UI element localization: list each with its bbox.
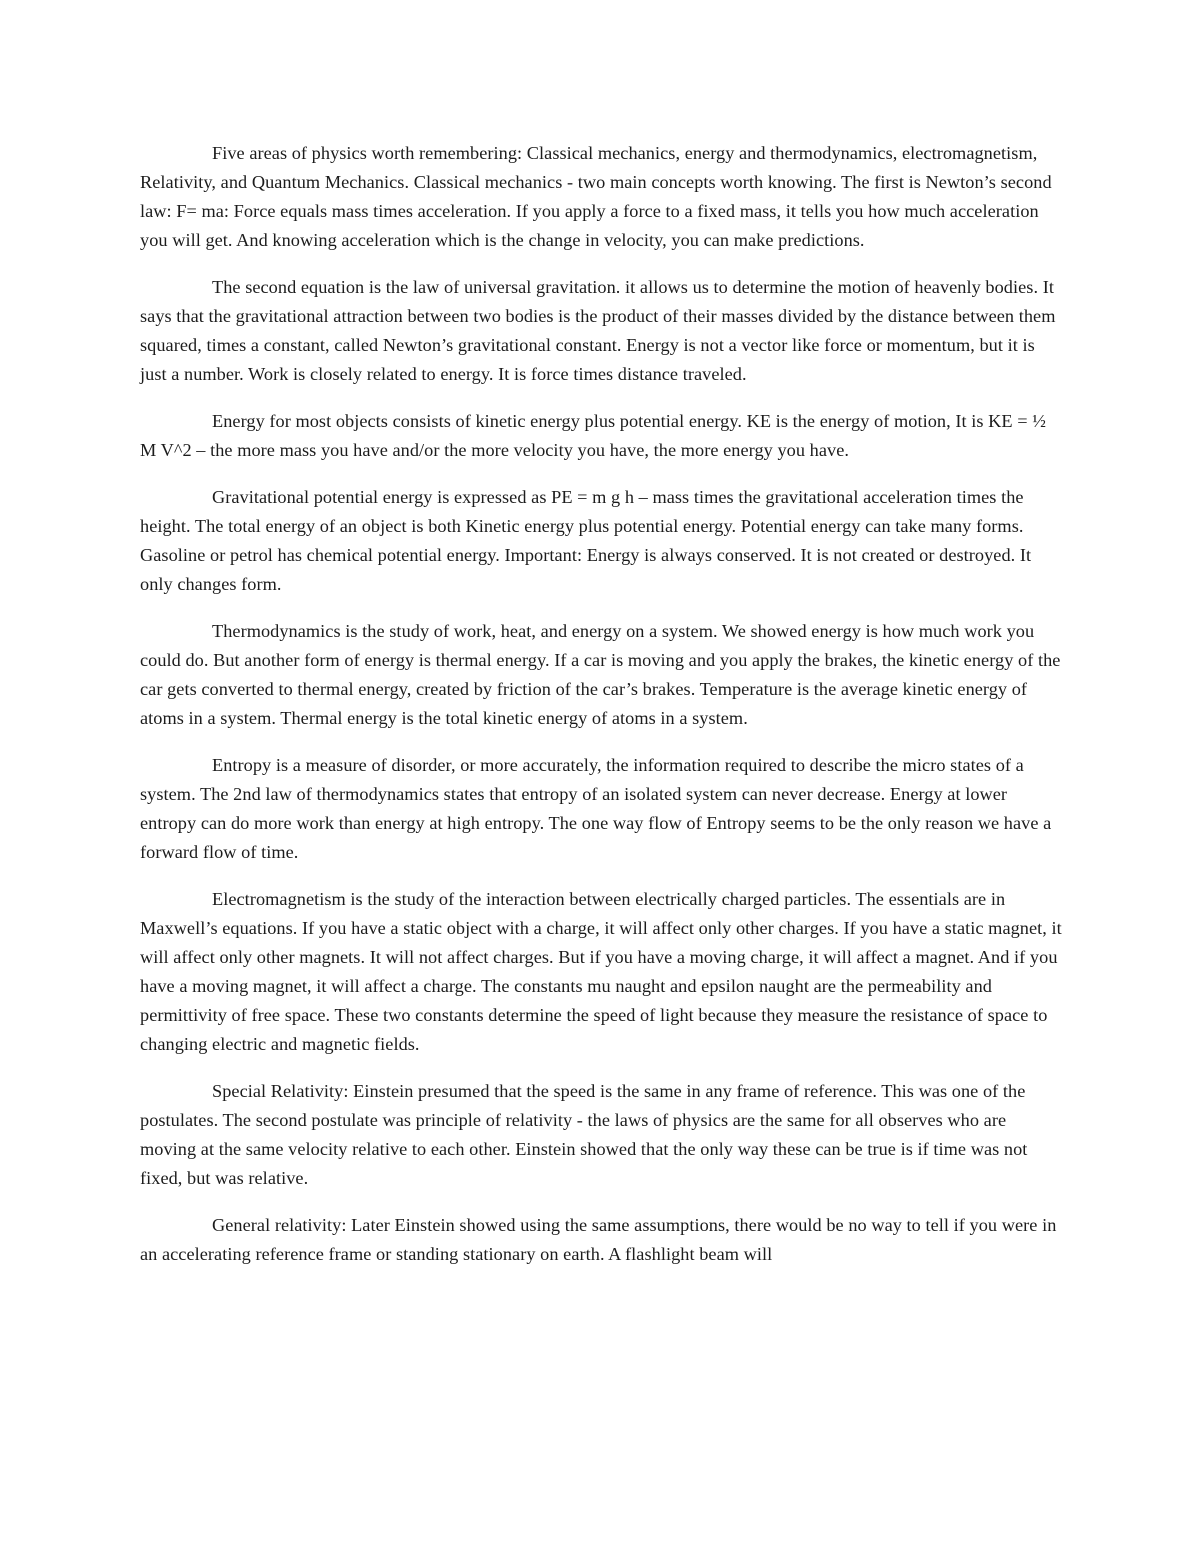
document-body — [140, 139, 1062, 1287]
paragraph-special-relativity: Special Relativity: Einstein presumed that the speed is the same in any frame of reference. This was one of the postulates. The second postulate was principle of relativity - the laws of physics are the same for all observes who are moving at the same velocity relative to each other. Einstein showed that the only way these can be true is if time was not fixed, but was relative. — [140, 1081, 1028, 1188]
paragraph-physics-areas: Five areas of physics worth remembering: Classical mechanics, energy and thermodynamics, electromagnetism, Relativity, and Quantum Mechanics. Classical mechanics - two main concepts worth knowing. The first is Newton’s second law: F= ma: Force equals mass times acceleration. If you apply a force to a fixed mass, it tells you how much acceleration you will get. And knowing acceleration which is the change in velocity, you can make predictions. — [140, 143, 1052, 250]
paragraph-entropy: Entropy is a measure of disorder, or more accurately, the information required to describe the micro states of a system. The 2nd law of thermodynamics states that entropy of an isolated system can never decrease. Energy at lower entropy can do more work than energy at high entropy. The one way flow of Entropy seems to be the only reason we have a forward flow of time. — [140, 755, 1052, 862]
paragraph-general-relativity: General relativity: Later Einstein showed using the same assumptions, there would be no way to tell if you were in an accelerating reference frame or standing stationary on earth. A flashlight beam will — [140, 1215, 1057, 1265]
paragraph-universal-gravitation: The second equation is the law of universal gravitation. it allows us to determine the motion of heavenly bodies. It says that the gravitational attraction between two bodies is the product of their masses divided by the distance between them squared, times a constant, called Newton’s gravitational constant. Energy is not a vector like force or momentum, but it is just a number. Work is closely related to energy. It is force times distance traveled. — [140, 277, 1056, 384]
paragraph-kinetic-energy: Energy for most objects consists of kinetic energy plus potential energy. KE is the energy of motion, It is KE = ½ M V^2 – the more mass you have and/or the more velocity you have, the more energy you have. — [140, 411, 1046, 460]
paragraph-electromagnetism: Electromagnetism is the study of the interaction between electrically charged particles. The essentials are in Maxwell’s equations. If you have a static object with a charge, it will affect only other charges. If you have a static magnet, it will affect only other magnets. It will not affect charges. But if you have a moving charge, it will affect a magnet. And if you have a moving magnet, it will affect a charge. The constants mu naught and epsilon naught are the permeability and permittivity of free space. These two constants determine the speed of light because they measure the resistance of space to changing electric and magnetic fields. — [140, 889, 1062, 1054]
paragraph-potential-energy: Gravitational potential energy is expressed as PE = m g h – mass times the gravitational acceleration times the height. The total energy of an object is both Kinetic energy plus potential energy. Potential energy can take many forms. Gasoline or petrol has chemical potential energy. Important: Energy is always conserved. It is not created or destroyed. It only changes form. — [140, 487, 1032, 594]
paragraph-thermodynamics: Thermodynamics is the study of work, heat, and energy on a system. We showed energy is how much work you could do. But another form of energy is thermal energy. If a car is moving and you apply the brakes, the kinetic energy of the car gets converted to thermal energy, created by friction of the car’s brakes. Temperature is the average kinetic energy of atoms in a system. Thermal energy is the total kinetic energy of atoms in a system. — [140, 621, 1061, 728]
